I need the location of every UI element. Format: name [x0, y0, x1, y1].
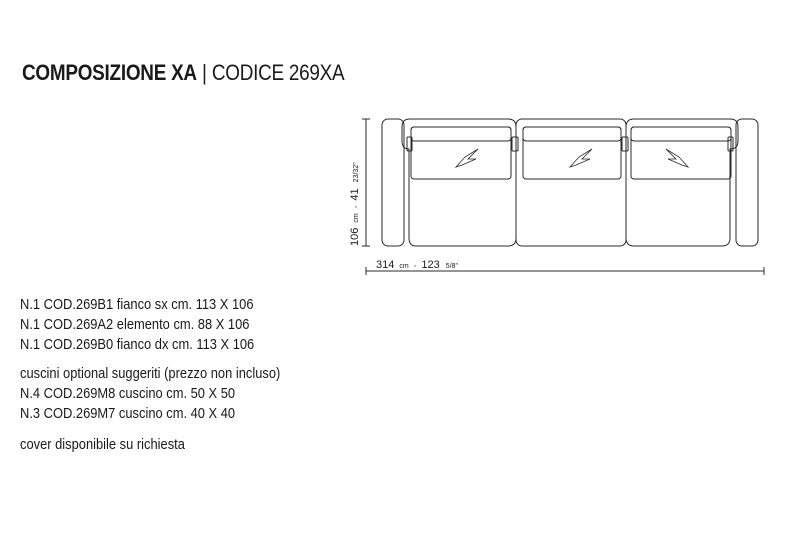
element-line: N.1 COD.269A2 elemento cm. 88 X 106	[20, 316, 250, 333]
seat-module-right	[626, 119, 738, 246]
back-cushion-center-top	[523, 127, 621, 141]
right-armrest	[736, 119, 758, 246]
sofa-technical-drawing	[340, 105, 780, 280]
height-unit: cm	[353, 213, 360, 223]
height-cm: 106	[349, 227, 361, 246]
width-unit: cm	[399, 263, 409, 270]
cover-note: cover disponibile su richiesta	[20, 436, 185, 453]
left-armrest	[382, 119, 404, 246]
back-cushion-right	[631, 127, 731, 179]
back-cushion-center	[523, 127, 621, 179]
element-line: N.1 COD.269B0 fianco dx cm. 113 X 106	[20, 336, 255, 353]
headrest-mark-right	[666, 149, 688, 167]
headrest-mark-left	[456, 149, 478, 167]
height-in: 41	[349, 188, 361, 201]
cushions-heading: cuscini optional suggeriti (prezzo non incluso)	[20, 365, 281, 382]
height-in-frac: 23/32"	[353, 162, 360, 183]
headrest-mark-center	[570, 149, 592, 167]
back-cushion-right-top	[631, 127, 731, 141]
title-separator: |	[202, 60, 207, 85]
cushion-line: N.4 COD.269M8 cuscino cm. 50 X 50	[20, 385, 236, 402]
composition-code: CODICE 269XA	[211, 60, 345, 85]
seat-module-center	[516, 119, 626, 246]
width-in: 123	[421, 259, 440, 271]
width-label	[376, 259, 459, 271]
composition-title: COMPOSIZIONE XA	[22, 60, 197, 85]
composition-specs	[20, 295, 280, 455]
seat-module-left	[402, 119, 516, 246]
back-cushion-left	[411, 127, 511, 179]
cushion-line: N.3 COD.269M7 cuscino cm. 40 X 40	[20, 405, 236, 422]
page-title	[22, 58, 344, 88]
width-cm: 314	[376, 259, 395, 271]
height-label	[349, 162, 361, 246]
height-bullet: ◦	[353, 205, 360, 209]
width-bullet: ◦	[413, 263, 417, 270]
back-cushion-left-top	[411, 127, 511, 141]
element-line: N.1 COD.269B1 fianco sx cm. 113 X 106	[20, 296, 254, 313]
width-in-frac: 5/8"	[445, 263, 459, 270]
